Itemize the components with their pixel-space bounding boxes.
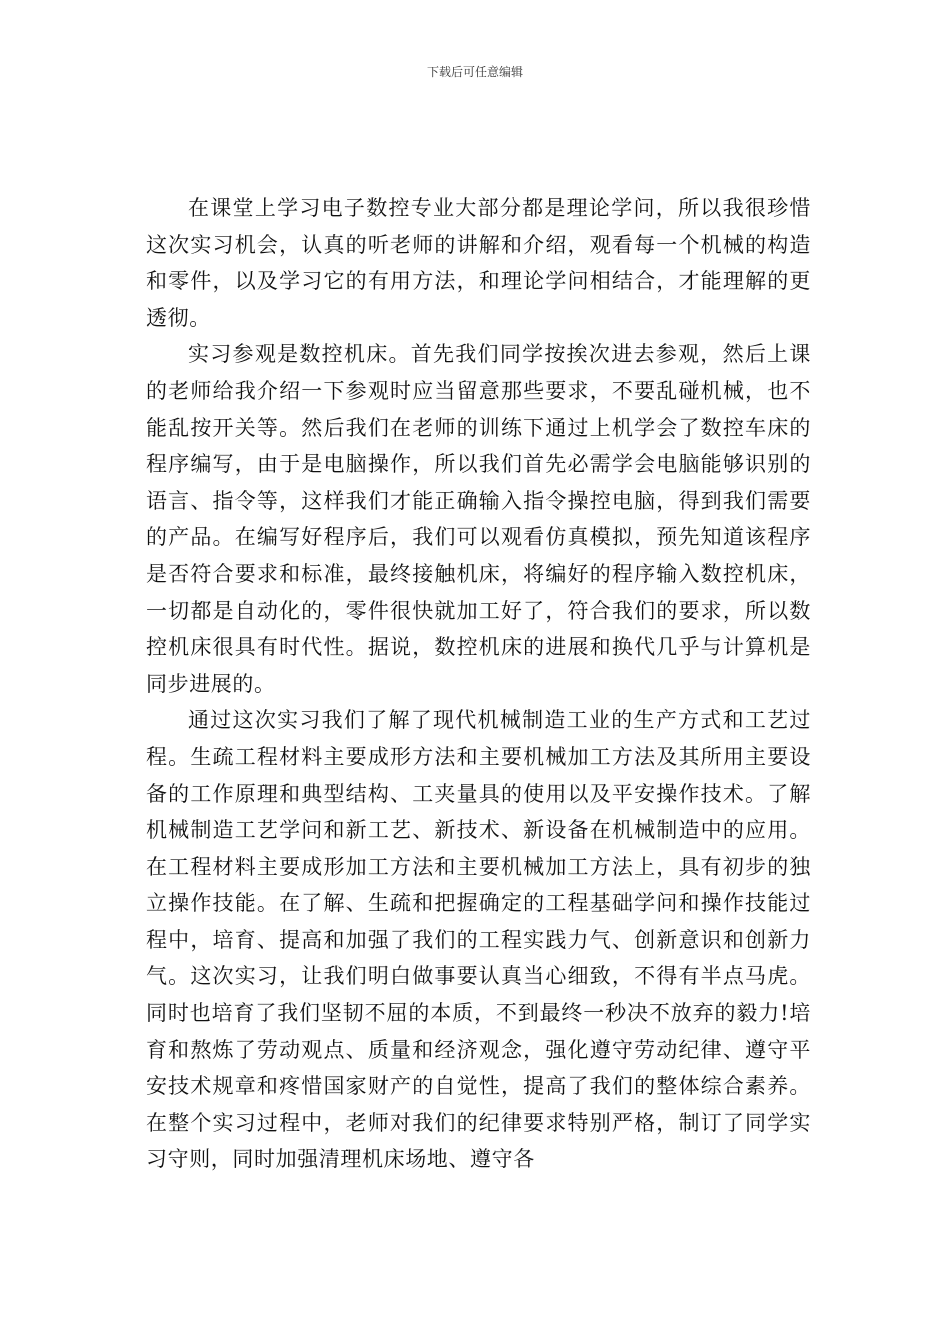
paragraph-3: 通过这次实习我们了解了现代机械制造工业的生产方式和工艺过程。生疏工程材料主要成形方法和主要机械加工方法及其所用主要设备的工作原理和典型结构、工夹量具的使用以及平安操作技术。了解机械制造工艺学问和新工艺、新技术、新设备在机械制造中的应用。在工程材料主要成形加工方法和主要机械加工方法上，具有初步的独立操作技能。在了解、生疏和把握确定的工程基础学问和操作技能过程中，培育、提高和加强了我们的工程实践力气、创新意识和创新力气。这次实习，让我们明白做事要认真当心细致，不得有半点马虎。同时也培育了我们坚韧不屈的本质，不到最终一秒决不放弃的毅力!培育和熬炼了劳动观点、质量和经济观念，强化遵守劳动纪律、遵守平安技术规章和疼惜国家财产的自觉性，提高了我们的整体综合素养。在整个实习过程中，老师对我们的纪律要求特别严格，制订了同学实习守则，同时加强清理机床场地、遵守各: [146, 708, 811, 1172]
paragraph-2: 实习参观是数控机床。首先我们同学按挨次进去参观，然后上课的老师给我介绍一下参观时应当留意那些要求，不要乱碰机械，也不能乱按开关等。然后我们在老师的训练下通过上机学会了数控车床的程序编写，由于是电脑操作，所以我们首先必需学会电脑能够识别的语言、指令等，这样我们才能正确输入指令操控电脑，得到我们需要的产品。在编写好程序后，我们可以观看仿真模拟，预先知道该程序是否符合要求和标准，最终接触机床，将编好的程序输入数控机床，一切都是自动化的，零件很快就加工好了，符合我们的要求，所以数控机床很具有时代性。据说，数控机床的进展和换代几乎与计算机是同步进展的。: [146, 342, 811, 696]
paragraph-1: 在课堂上学习电子数控专业大部分都是理论学问，所以我很珍惜这次实习机会，认真的听老师的讲解和介绍，观看每一个机械的构造和零件，以及学习它的有用方法，和理论学问相结合，才能理解的更透彻。: [146, 196, 811, 330]
document-body: [146, 190, 811, 1178]
header-note: 下载后可任意编辑: [426, 65, 523, 79]
